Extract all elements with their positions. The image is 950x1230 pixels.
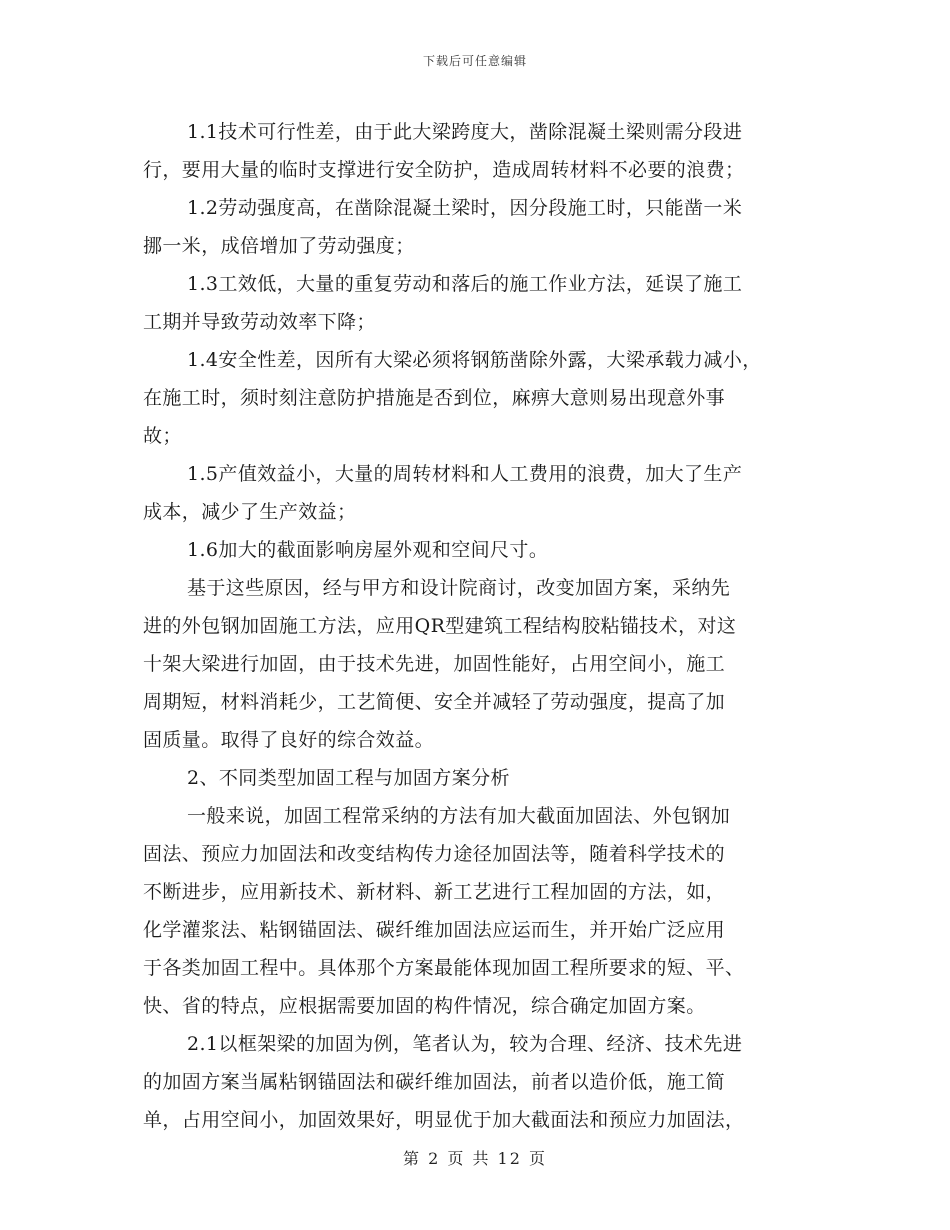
paragraph-line: 挪一米，成倍增加了劳动强度； bbox=[143, 235, 415, 257]
document-body bbox=[143, 113, 813, 1139]
paragraph-line: 1.1技术可行性差，由于此大梁跨度大，凿除混凝土梁则需分段进 bbox=[187, 121, 743, 143]
paragraph-line: 工期并导致劳动效率下降； bbox=[143, 311, 376, 333]
paragraph-line: 一般来说，加固工程常采纳的方法有加大截面加固法、外包钢加 bbox=[187, 805, 731, 827]
paragraph-line: 1.2劳动强度高，在凿除混凝土梁时，因分段施工时，只能凿一米 bbox=[187, 197, 743, 219]
paragraph-line: 故； bbox=[143, 425, 182, 447]
page-header: 下载后可任意编辑 bbox=[422, 54, 527, 68]
paragraph-line: 1.4安全性差，因所有大梁必须将钢筋凿除外露，大梁承载力减小， bbox=[187, 349, 762, 371]
paragraph-line: 单，占用空间小，加固效果好，明显优于加大截面法和预应力加固法， bbox=[143, 1109, 745, 1131]
paragraph-line: 固质量。取得了良好的综合效益。 bbox=[143, 729, 435, 751]
paragraph-line: 1.5产值效益小，大量的周转材料和人工费用的浪费，加大了生产 bbox=[187, 463, 743, 485]
section-heading: 2、不同类型加固工程与加固方案分析 bbox=[187, 767, 510, 789]
paragraph-line: 进的外包钢加固施工方法，应用QR型建筑工程结构胶粘锚技术，对这 bbox=[143, 615, 737, 637]
paragraph-line: 成本，减少了生产效益； bbox=[143, 501, 357, 523]
paragraph-line: 周期短，材料消耗少，工艺简便、安全并减轻了劳动强度，提高了加 bbox=[143, 691, 726, 713]
paragraph-line: 2.1以框架梁的加固为例，笔者认为，较为合理、经济、技术先进 bbox=[187, 1033, 743, 1055]
paragraph-line: 1.6加大的截面影响房屋外观和空间尺寸。 bbox=[187, 539, 549, 561]
paragraph-line: 的加固方案当属粘钢锚固法和碳纤维加固法，前者以造价低，施工简 bbox=[143, 1071, 726, 1093]
paragraph-line: 行，要用大量的临时支撑进行安全防护，造成周转材料不必要的浪费； bbox=[143, 159, 745, 181]
paragraph-line: 固法、预应力加固法和改变结构传力途径加固法等，随着科学技术的 bbox=[143, 843, 726, 865]
paragraph-line: 在施工时，须时刻注意防护措施是否到位，麻痹大意则易出现意外事 bbox=[143, 387, 726, 409]
paragraph-line: 十架大梁进行加固，由于技术先进，加固性能好，占用空间小，施工 bbox=[143, 653, 726, 675]
paragraph-line: 不断进步，应用新技术、新材料、新工艺进行工程加固的方法，如， bbox=[143, 881, 726, 903]
paragraph-line: 1.3工效低，大量的重复劳动和落后的施工作业方法，延误了施工 bbox=[187, 273, 743, 295]
paragraph-line: 化学灌浆法、粘钢锚固法、碳纤维加固法应运而生，并开始广泛应用 bbox=[143, 919, 726, 941]
paragraph-line: 于各类加固工程中。具体那个方案最能体现加固工程所要求的短、平、 bbox=[143, 957, 745, 979]
paragraph-line: 快、省的特点，应根据需要加固的构件情况，综合确定加固方案。 bbox=[143, 995, 706, 1017]
page-number: 第 2 页 共 12 页 bbox=[403, 1149, 547, 1168]
paragraph-line: 基于这些原因，经与甲方和设计院商讨，改变加固方案，采纳先 bbox=[187, 577, 731, 599]
